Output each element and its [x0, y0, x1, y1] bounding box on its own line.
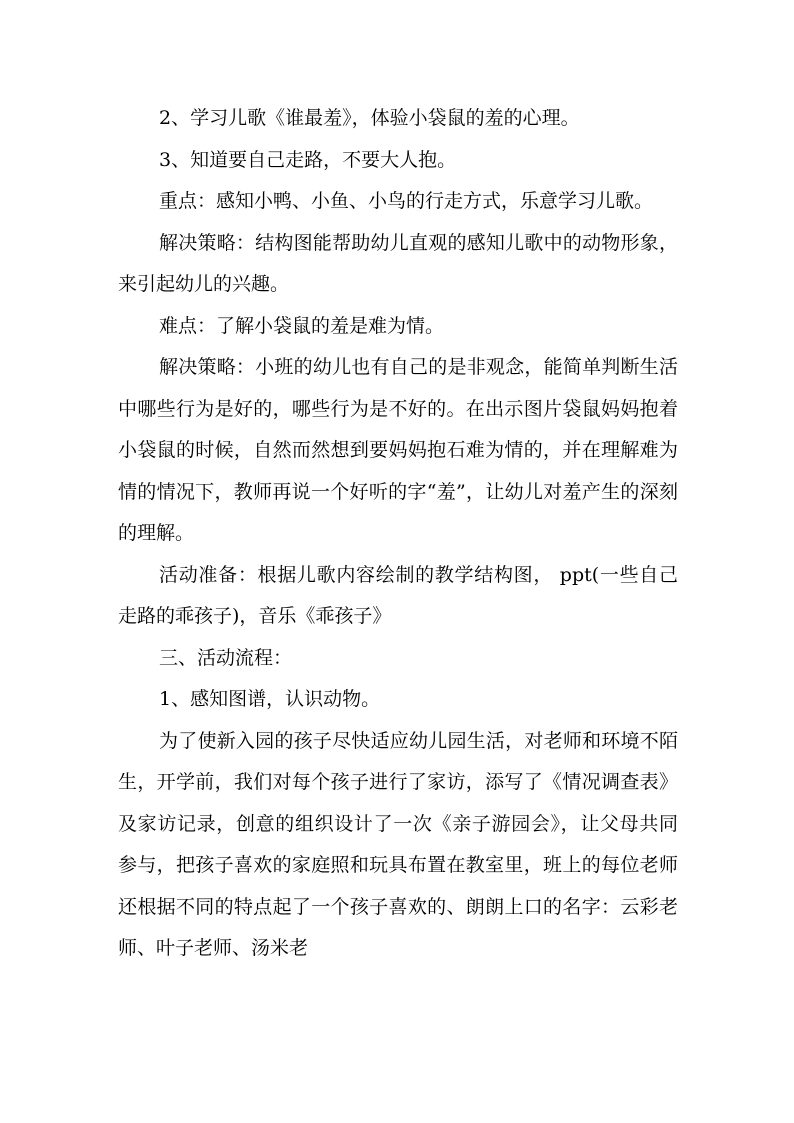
- section-heading-process: 三、活动流程：: [159, 646, 293, 669]
- paragraph-strategy-2: 解决策略：小班的幼儿也有自己的是非观念，能简单判断生活中哪些行为是好的，哪些行为是不好的。在出示图片袋鼠妈妈抱着小袋鼠的时候，自然而然想到要妈妈抱石难为情的，并在理解难为情的情况下，教师再说一个好听的字“羞”，让幼儿对羞产生的深刻的理解。: [118, 356, 678, 544]
- paragraph-step-1: 1、感知图谱，认识动物。: [159, 688, 381, 710]
- paragraph-preparation: 活动准备：根据儿歌内容绘制的教学结构图， ppt(一些自己走路的乖孩子)，音乐《乖孩子》: [118, 563, 678, 627]
- paragraph-strategy-1: 解决策略：结构图能帮助幼儿直观的感知儿歌中的动物形象，来引起幼儿的兴趣。: [118, 231, 678, 295]
- paragraph-objective-3: 3、知道要自己走路，不要大人抱。: [159, 148, 457, 171]
- paragraph-key-point: 重点：感知小鸭、小鱼、小鸟的行走方式，乐意学习儿歌。: [159, 190, 654, 212]
- document-body: [118, 98, 678, 970]
- paragraph-objective-2: 2、学习儿歌《谁最羞》，体验小袋鼠的羞的心理。: [159, 107, 580, 129]
- paragraph-difficulty: 难点：了解小袋鼠的羞是难为情。: [159, 314, 445, 337]
- paragraph-narrative: 为了使新入园的孩子尽快适应幼儿园生活，对老师和环境不陌生，开学前，我们对每个孩子进行了家访，添写了《情况调查表》及家访记录，创意的组织设计了一次《亲子游园会》，让父母共同参与，把孩子喜欢的家庭照和玩具布置在教室里，班上的每位老师还根据不同的特点起了一个孩子喜欢的、朗朗上口的名字：云彩老师、叶子老师、汤米老: [118, 729, 678, 959]
